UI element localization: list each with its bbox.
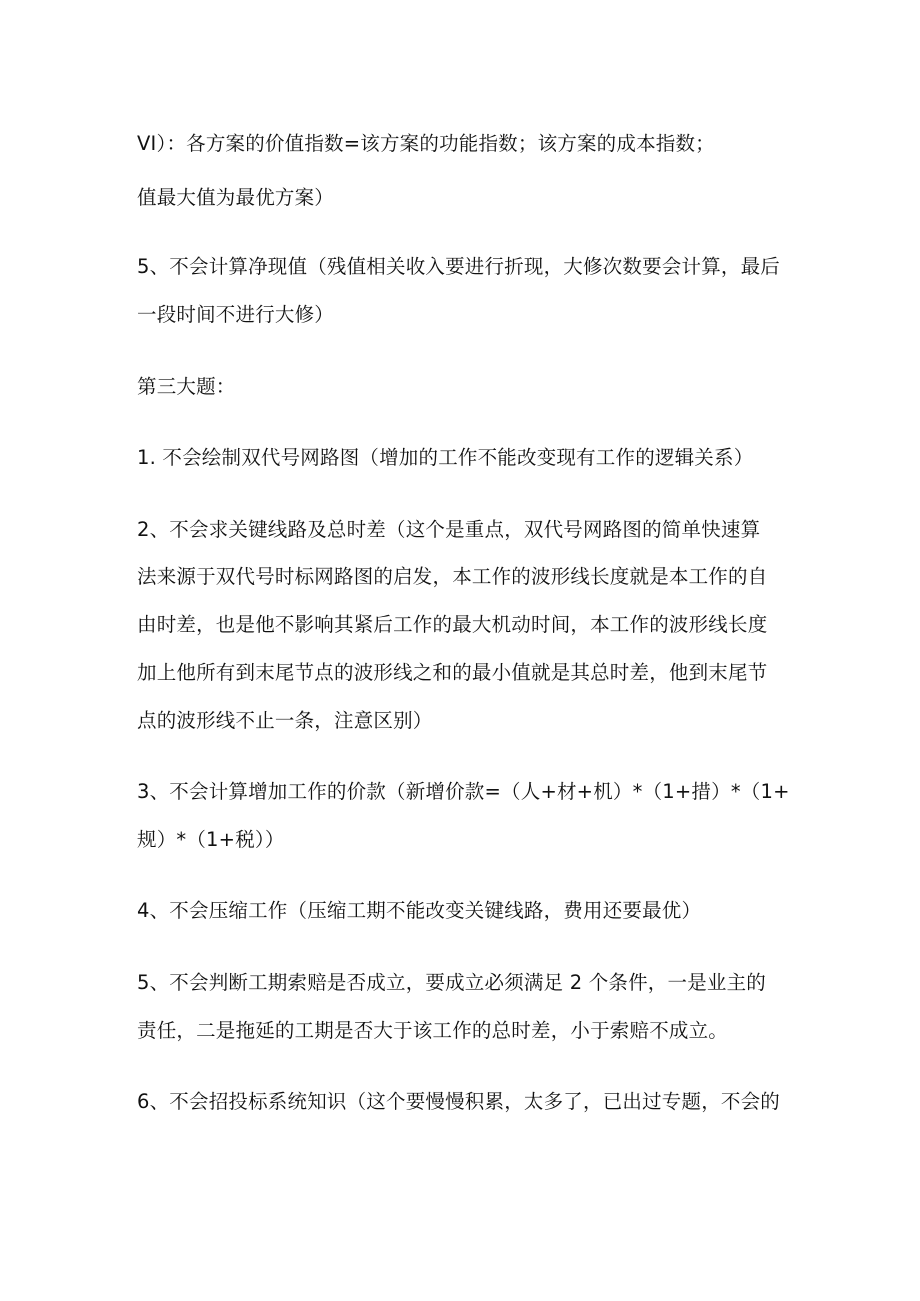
text-line-added-work-price-2: 规）*（1+税）） (137, 828, 285, 851)
text-line-delay-claim: 5、不会判断工期索赔是否成立，要成立必须满足 2 个条件，一是业主的 (137, 971, 767, 994)
text-line-bidding: 6、不会招投标系统知识（这个要慢慢积累，太多了，已出过专题，不会的 (137, 1090, 781, 1113)
text-line-critical-path: 2、不会求关键线路及总时差（这个是重点，双代号网路图的简单快速算 (137, 518, 761, 541)
text-line-critical-path-5: 点的波形线不止一条，注意区别） (137, 709, 433, 732)
text-line-added-work-price: 3、不会计算增加工作的价款（新增价款=（人+材+机）*（1+措）*（1+ (137, 780, 790, 803)
text-line-npv-cont: 一段时间不进行大修） (137, 303, 335, 326)
text-line-compress-work: 4、不会压缩工作（压缩工期不能改变关键线路，费用还要最优） (137, 899, 702, 922)
text-line-npv: 5、不会计算净现值（残值相关收入要进行折现，大修次数要会计算，最后 (137, 255, 781, 278)
section-heading-part-three: 第三大题： (137, 375, 236, 398)
text-line-delay-claim-2: 责任，二是拖延的工期是否大于该工作的总时差，小于索赔不成立。 (137, 1019, 729, 1042)
text-line-network-diagram: 1. 不会绘制双代号网路图（增加的工作不能改变现有工作的逻辑关系） (137, 446, 754, 469)
text-line-best-plan: 值最大值为最优方案） (137, 186, 335, 209)
text-line-critical-path-2: 法来源于双代号时标网路图的启发，本工作的波形线长度就是本工作的自 (137, 565, 768, 588)
text-line-value-index: VI）：各方案的价值指数=该方案的功能指数；该方案的成本指数； (137, 132, 715, 155)
text-line-critical-path-3: 由时差，也是他不影响其紧后工作的最大机动时间，本工作的波形线长度 (137, 613, 768, 636)
text-line-critical-path-4: 加上他所有到末尾节点的波形线之和的最小值就是其总时差，他到末尾节 (137, 661, 768, 684)
